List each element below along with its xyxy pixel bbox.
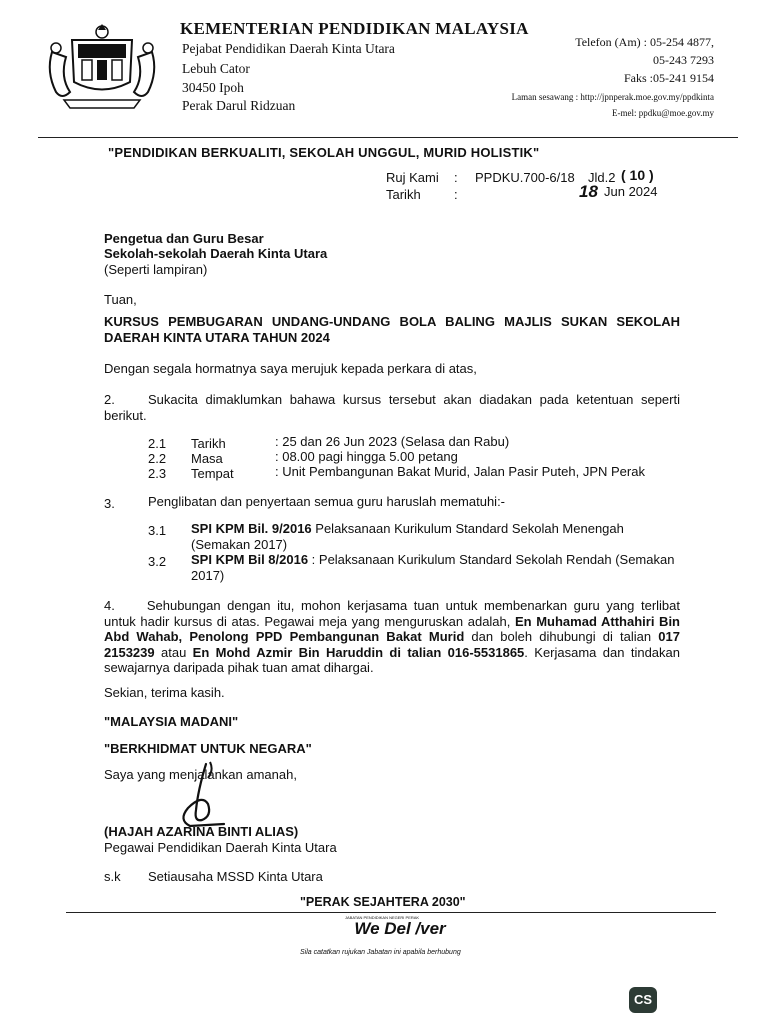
para4-part: . Kerjasama dan tindakan sewajarnya daripada pihak tuan amat dihargai. <box>104 644 680 675</box>
spi-item <box>191 521 680 552</box>
ministry-name: KEMENTERIAN PENDIDIKAN MALAYSIA <box>180 19 529 38</box>
spi-num: 3.2 <box>148 554 167 569</box>
detail-value: : 25 dan 26 Jun 2023 (Selasa dan Rabu) <box>275 434 510 449</box>
recipient-line-2: Sekolah-sekolah Daerah Kinta Utara <box>104 246 328 261</box>
ministry-motto: "PENDIDIKAN BERKUALITI, SEKOLAH UNGGUL, MURID HOLISTIK" <box>108 145 540 160</box>
ref-jld: Jld.2 <box>588 170 616 185</box>
detail-value: : Unit Pembangunan Bakat Murid, Jalan Pasir Puteh, JPN Perak <box>275 464 645 479</box>
footer-motto: "PERAK SEJAHTERA 2030" <box>300 895 466 909</box>
footer-divider <box>66 912 716 913</box>
officer-1-name: En Muhamad Atthahiri Bin Abd Wahab, Penolong PPD Pembangunan Bakat Murid <box>104 613 680 644</box>
camscanner-badge: CS <box>629 987 657 1013</box>
signatory-name: (HAJAH AZARINA BINTI ALIAS) <box>104 824 299 839</box>
address-line-3: 30450 Ipoh <box>182 80 244 95</box>
signatory-title: Pegawai Pendidikan Daerah Kinta Utara <box>104 840 337 855</box>
letter-subject: KURSUS PEMBUGARAN UNDANG-UNDANG BOLA BALING MAJLIS SUKAN SEKOLAH DAERAH KINTA UTARA TAHUN 2024 <box>104 314 680 345</box>
fax: Faks :05-241 9154 <box>624 71 714 85</box>
spi-code: SPI KPM Bil 8/2016 <box>191 552 309 567</box>
telephone-2: 05-243 7293 <box>653 53 714 67</box>
para2-text: Sukacita dimaklumkan bahawa kursus tersebut akan diadakan pada ketentuan seperti berikut. <box>104 392 680 423</box>
detail-label: Tempat <box>191 466 234 481</box>
spi-code: SPI KPM Bil. 9/2016 <box>191 521 312 536</box>
ref-label: Ruj Kami <box>386 170 439 185</box>
spi-item <box>191 552 680 583</box>
detail-label: Masa <box>191 451 223 466</box>
para2-number: 2. <box>104 392 115 407</box>
cc-value: Setiausaha MSSD Kinta Utara <box>148 869 323 884</box>
detail-num: 2.1 <box>148 436 167 451</box>
email: E-mel: ppdku@moe.gov.my <box>612 108 714 118</box>
footer-note: Sila catatkan rujukan Jabatan ini apabila berhubung <box>300 949 461 956</box>
intro-paragraph: Dengan segala hormatnya saya merujuk kepada perkara di atas, <box>104 361 477 376</box>
trust-line: Saya yang menjalankan amanah, <box>104 767 297 782</box>
slogan-madani: "MALAYSIA MADANI" <box>104 714 239 729</box>
slogan-negara: "BERKHIDMAT UNTUK NEGARA" <box>104 741 312 756</box>
spi-desc: Pelaksanaan Kurikulum Standard Sekolah Menengah (Semakan 2017) <box>191 521 624 552</box>
para3-number: 3. <box>104 496 115 511</box>
spi-num: 3.1 <box>148 523 167 538</box>
coat-of-arms-logo <box>42 22 162 112</box>
date-label: Tarikh <box>386 187 421 202</box>
para3-text: Penglibatan dan penyertaan semua guru haruslah mematuhi:- <box>148 494 506 509</box>
spi-desc: : Pelaksanaan Kurikulum Standard Sekolah Rendah (Semakan 2017) <box>191 552 675 583</box>
detail-num: 2.2 <box>148 451 167 466</box>
detail-value: : 08.00 pagi hingga 5.00 petang <box>275 449 458 464</box>
salutation: Tuan, <box>104 292 137 307</box>
detail-label: Tarikh <box>191 436 226 451</box>
website: Laman sesawang : http://jpnperak.moe.gov.my/ppdkinta <box>511 92 714 102</box>
cc-label: s.k <box>104 869 121 884</box>
date-colon: : <box>454 187 458 202</box>
para4-number: 4. <box>104 598 115 613</box>
we-deliver-logo: We Del /ver <box>354 919 446 938</box>
para4-part: atau <box>154 644 193 660</box>
closing: Sekian, terima kasih. <box>104 685 225 700</box>
brand-caption: JABATAN PENDIDIKAN NEGERI PERAK <box>345 915 420 920</box>
ref-value: PPDKU.700-6/18 <box>475 170 575 185</box>
para4-part: dan boleh dihubungi di talian <box>464 629 659 644</box>
header-divider <box>38 137 738 138</box>
ref-jld-number: ( 10 ) <box>621 167 654 183</box>
address-line-1: Pejabat Pendidikan Daerah Kinta Utara <box>182 41 395 56</box>
recipient-line-3: (Seperti lampiran) <box>104 262 208 277</box>
address-line-4: Perak Darul Ridzuan <box>182 98 296 113</box>
date-value: Jun 2024 <box>604 184 658 199</box>
detail-num: 2.3 <box>148 466 167 481</box>
address-line-2: Lebuh Cator <box>182 61 250 76</box>
date-day-handwritten: 18 <box>579 182 598 201</box>
officer-1-phone: 017 2153239 <box>104 629 680 660</box>
recipient-line-1: Pengetua dan Guru Besar <box>104 231 264 246</box>
telephone: Telefon (Am) : 05-254 4877, <box>575 35 714 49</box>
para4-text <box>104 598 680 676</box>
para4-part: Sehubungan dengan itu, mohon kerjasama tuan untuk membenarkan guru yang terlibat untuk hadir kursus di atas. Pegawai meja yang menguruskan adalah, <box>104 598 680 629</box>
officer-2-contact: En Mohd Azmir Bin Haruddin di talian 016-5531865 <box>192 644 525 660</box>
ref-colon: : <box>454 170 458 185</box>
